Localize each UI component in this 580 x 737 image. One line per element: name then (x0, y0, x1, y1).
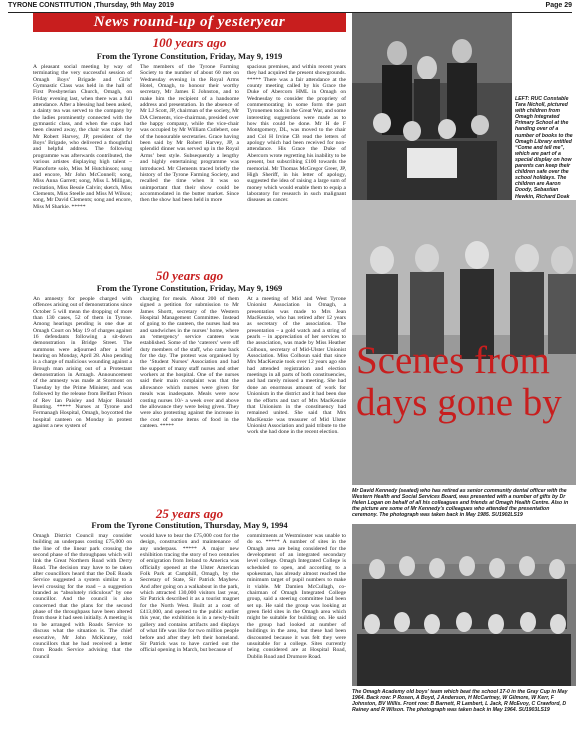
photo-caption: Mr David Kennedy (seated) who has retired as senior community dental officer with the Western Health and Social Services Board, was presented with a number of gifts by Dr Helen Logan on behalf of all his colleagues and friends at Omagh Health Centre. Also in the picture are some of Mr Kennedy’s colleagues who attended the presentation ceremony. The photograph was taken back in May 1985. SU1902LS19 (352, 488, 569, 519)
page-header (8, 2, 572, 13)
article-text: would have to bear the £75,000 cost for the design, construction and maintenance of any underpass. ***** A major new exhibition tracing the story of two centuries of emigration from Ireland to America was officially opened at the Ulster American Folk Park at Camphill, Omagh, by the Secretary of State, Sir Patrick Mayhew. And after going on a walkabout in the park, which attracted 130,000 visitors last year, Sir Patrick described it as a tourist magnet for the North West. Built at a cost of £413,000, and opened to the public earlier this year, the exhibition is in a newly-built gallery and contains artifacts and displays of what life was like for two million people before and after they left their homeland. Sir Patrick was to have carried out the official opening in March, but because of (140, 533, 239, 654)
header-page-number: Page 29 (545, 2, 572, 9)
photo-library-handover (352, 13, 512, 200)
article-text: An amnesty for people charged with offences arising out of demonstrations since October 5 will mean the dropping of more than 130 cases, 52 of them in Tyrone. Among hearings pending is one due at Omagh Court on May 19 of charges against 16 defendants following a sit-down demonstration in Bridge Street. The summons were adjourned after a brief hearing on Monday, April 28. Also pending is a charge of malicious wounding against a Brough man arising out of a Protestant demonstration in Armagh. Announcement of the amnesty was made at Stormont on Tuesday by the Prime Minister, and was followed by the release from Belfast Prison of Rev Ian Paisley and Major Ronald Bunting. ***** Nurses at Tyrone and Fermanagh Hospital, Omagh, boycotted the hospital canteen on Monday in protest against a new system of (33, 296, 132, 429)
article-text: commitments at Westminster was unable to do so. ***** A number of sites in the Omagh area are being considered for the development of an integrated secondary level college. Omagh Integrated College is scheduled to open, and according to a spokesman, has already almost reached the minimum target of pupil numbers to make it viable. Mr Damien McCullagh, co-chairman of Omagh Integrated College group, said a steering committee had been set up. He said the group was looking at green field sites in the Omagh area which might be suitable for building on. He said the group had looked at number of buildings in the area, but these had been discounted because it was felt they were unsuitable for a college. Sites currently being considered are at Hospital Road, Dublin Road and Drumore Road. (247, 533, 346, 660)
years-heading-25: 25 years ago (155, 506, 224, 521)
photo-image (352, 13, 512, 200)
source-line-100: From the Tyrone Constitution, Friday, May 9, 1919 (96, 51, 283, 61)
years-heading-50: 50 years ago (155, 268, 224, 283)
article-text: spacious premises, and within recent years they had acquired the present showgrounds. ***** There was a fair attendance at the county meeting called by his Grace the Duke of Abercorn HML in Omagh on Wednesday to consider the propriety of commemorating in some form the part Tyronemen took in the Great War, and some interesting suggestions were made as to how this could be done. Mr H de F Montgomery, DL, was moved to the chair and Col H Irvine CB read the letters of apology which had been received for non-attendance. His Grace the Duke of Abercorn wrote regretting his inability to be present, but subscribing £100 towards the memorial. Mr Thomas McGregor Greer, JP, High Sheriff, in his letter of apology, suggested the idea of raising a large sum of money which would enable them to equip a laboratory for research in such malignant diseases as cancer. (247, 64, 346, 204)
source-line-50: From the Tyrone Constitution, Friday, May 9, 1969 (96, 283, 283, 293)
years-heading-100: 100 years ago (152, 35, 227, 50)
photo-image (352, 524, 576, 686)
header-publication-date: TYRONE CONSTITUTION ,Thursday, 9th May 2019 (8, 2, 174, 9)
article-text: At a meeting of Mid and West Tyrone Unionist Association in Omagh, a presentation was made to Mrs Jean MacKenzie, who has retired after 12 years as secretary of the association. The presentation – a gold watch and a string of pearls – in appreciation of her services to the association, was made by Miss Heather Colhoun, secretary of Mid-Ulster Unionist Association. Miss Colhoun said that since Mrs MacKenzie took over 12 years ago she had attended registration and election meetings in all parts of both constituencies, and had rarely missed a meeting. She had done an enormous amount of work for Unionism in the district and it had been due to the efforts and tact of Mrs MacKenzie that Unionism in the constituency had remained united. She said that Mrs MacKenzie was treasurer of Mid Ulster Unionist Association and paid tribute to the work she had done in the recent election. (247, 296, 346, 436)
article-text: charging for meals. About 200 of them signed a petition for submission to Mr James Shortt, secretary of the Western Hospital Management Committee. Instead of going to the canteen, the nurses had tea and sandwiches in the nurses’ home, where an ‘emergency’ service canteen was established. Some of the ‘caterers’ were off duty members of the staff, who came back for the day. The protest was organised by the ‘Student Nurses’ Association and had the support of many staff nurses and other workers at the hospital. One of the nurses said their main complaint was that the allowance which nurses were given for meals was inadequate. Meals were now costing nurses 10/- a week over and above the allowance they were being given. They were also protesting against the increase in the cost of some items of food in the canteen. ***** (140, 296, 239, 429)
scenes-title: Scenes from days gone by (356, 339, 562, 424)
photo-dental-retirement (352, 200, 576, 485)
article-text: Omagh District Council may consider building an underpass costing £75,000 on the line of the linear park crossing the second phase of the throughpass which will link the Great Northern Road with Derry Road. The decision may have to be taken after councillors heard that the DoE Roads Service suggested a system similar to a level crossing for the road – a suggestion branded as “absolutely ridiculous” by one councillor. And the council is also concerned that the plans for the second phase of the throughpass have been altered from those it had seen initially. A meeting is to be arranged with Roads Service to discuss what the situation is. The chief executive, Mr John McKinney, told councillors that he had received a letter from Roads Service advising that the council (33, 533, 132, 660)
source-line-25: From the Tyrone Constitution, Thursday, May 9, 1994 (91, 520, 288, 530)
article-text: A pleasant social meeting by way of terminating the very successful session of Omagh Boys’ Brigade and Girls’ Gymnastic Class was held in the hall of First Presbyterian Church, Omagh, on Friday evening last, when there was a full attendance. After a blessing had been asked, a dainty tea was served to the company by the ladies prominently connected with the gymnastic class, and when the cups had been cleared away, the chair was taken by Mr Robert Harvey, JP, president of the Boys’ Brigade, who delivered a thoughtful and helpful address. The following programme was afterwards contributed, the various artistes displaying high talent – Pianoforte solo, Miss M Hutchinson; song and encore, Mr John McConnell; song, Miss Anna Garrett; song, Miss L Milligan, recitation, Miss Bessie Calvin; sketch, Miss Clements, Miss Steelle and Miss M Wilson; song, Mr David Clements; song and encore, Miss M Sharkie. ***** (33, 64, 132, 210)
photo-caption: The Omagh Academy old boys’ team which beat the school 17-0 in the Gray Cup in May 1964. Back row: P Rosen, A Boyd, J Anderson, H McCartney, W Gilmore, W Kerr, F Johnston, BV Willis. Front row: B Barnett, R Lambert, L Jack, R McEvoy, C Crawford, D Rainey and R Wilson. The photograph was taken back in May 1964. SU1903LS19 (352, 689, 568, 714)
photo-academy-team (352, 524, 576, 686)
section-banner: News round-up of yesteryear (33, 13, 346, 32)
photo-caption: LEFT: RUC Constable Tara Nicholl, pictured with children from Omagh Integrated Primary School at the handing over of a number of books to the Omagh Library entitled “Come and tell me”, which are part of a special display on how parents can keep their children safe over the school holidays. The children are Aaron Doody, Sebastian Hewkin, Richard Doak (515, 96, 573, 200)
article-text: The members of the Tyrone Farming Society to the number of about 60 met on Wednesday evening in the Royal Arms Hotel, Omagh, to honour their worthy secretary, Mr James E Johnston, and to make him the recipient of a handsome address and presentation. In the absence of Mr LJ Scott, JP, chairman of the society, Mr DA Clements, vice-chairman, presided over the happy company, while the vice-chair was occupied by Mr William Cutlebert, one of the honourable secretaries. Grace having been said by Mr Robert Harvey, JP, a splendid dinner was served up in the Royal Arms’ best style. Subsequently a lengthy and highly entertaining programme was introduced. Mr Clements traced briefly the history of the Tyrone Farming Society, and recalled the time when it was so unimportant that their show could be accommodated in the butter market. Since then the show had been held in more (140, 64, 239, 204)
